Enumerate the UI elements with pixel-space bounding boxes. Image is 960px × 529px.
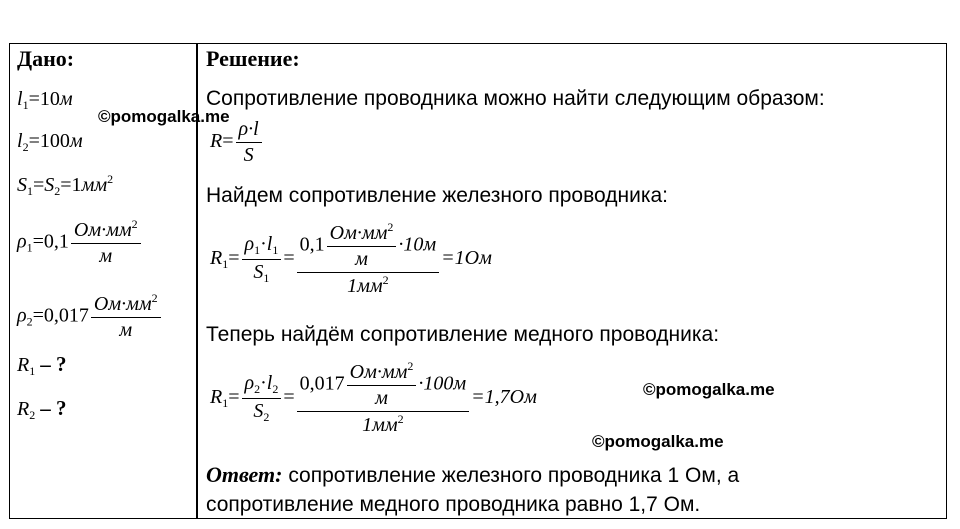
- given-area: $S_1=S_2=1мм^2$: [17, 172, 114, 198]
- given-rho1: $\rho_1=0,1$ $\frac{Ом\cdot мм^2}{м}$: [17, 218, 143, 268]
- copper-heading: Теперь найдём сопротивление медного проводника:: [206, 323, 720, 346]
- formula-general: R= $\frac{\rho\cdot l}{S}$: [210, 118, 264, 167]
- given-l2: $l_2=100м$: [17, 130, 83, 154]
- given-rho2: $\rho_2=0,017$ $\frac{Ом\cdot мм^2}{м}$: [17, 292, 163, 342]
- watermark: ©pomogalka.me: [592, 432, 724, 451]
- watermark: ©pomogalka.me: [98, 107, 230, 126]
- formula-copper: $R_1=$ $\frac{\rho_2\cdot l_2}{S_2}$ = 0,017 $\frac{Ом\cdot мм^2}{м}$ ·100м $1мм^2$ =1,7Ом: [210, 359, 537, 436]
- watermark: ©pomogalka.me: [643, 380, 775, 399]
- answer-line-1: Ответ: сопротивление железного проводника 1 Ом, а: [206, 462, 740, 487]
- given-l1: $l_1=10м$: [17, 88, 73, 112]
- iron-heading: Найдем сопротивление железного проводника:: [206, 184, 668, 207]
- answer-label: Ответ:: [206, 462, 283, 487]
- answer-line-2: сопротивление медного проводника равно 1,7 Ом.: [206, 493, 701, 516]
- given-title: Дано:: [17, 46, 75, 71]
- formula-iron: $R_1=$ $\frac{\rho_1\cdot l_1}{S_1}$ = 0,1 $\frac{Ом\cdot мм^2}{м}$ ·10м $1мм^2$ =1Ом: [210, 220, 492, 297]
- find-r1: $R_1$ – ?: [17, 352, 67, 378]
- find-r2: $R_2$ – ?: [17, 396, 67, 422]
- intro-text: Сопротивление проводника можно найти следующим образом:: [206, 87, 825, 110]
- solution-title: Решение:: [206, 46, 300, 71]
